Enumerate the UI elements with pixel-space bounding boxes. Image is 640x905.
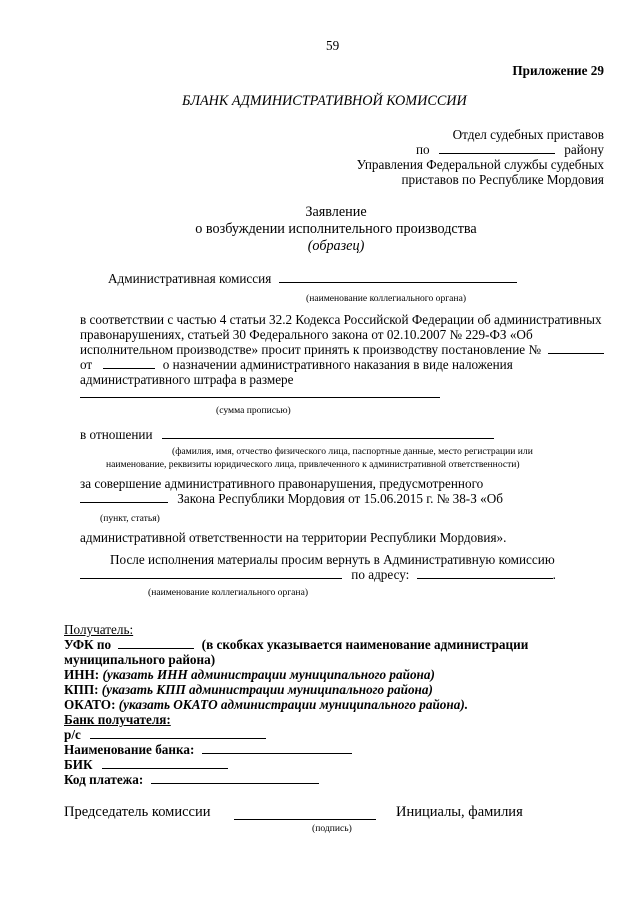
bank-name-blank[interactable]: [202, 742, 352, 754]
doc-subtitle: о возбуждении исполнительного производства: [195, 221, 477, 237]
body-line-2: правонарушениях, статьей 30 Федерального закона от 02.10.2007 № 229-ФЗ «Об: [80, 327, 533, 342]
inn-label: ИНН:: [64, 667, 100, 682]
person-caption-1: (фамилия, имя, отчество физического лица, паспортные данные, место регистрации или: [172, 446, 533, 457]
bank-name-label: Наименование банка:: [64, 742, 195, 757]
appendix-label: Приложение 29: [512, 63, 604, 78]
person-caption-2: наименование, реквизиты юридического лица, привлеченного к административной ответственности): [106, 459, 520, 470]
doc-title: Заявление: [305, 204, 367, 220]
inn-note: (указать ИНН администрации муниципального района): [102, 667, 435, 682]
commission-label: Административная комиссия: [108, 271, 272, 286]
body-line-4: [80, 357, 513, 372]
commission-line: [108, 271, 517, 286]
form-title: БЛАНК АДМИНИСТРАТИВНОЙ КОМИССИИ: [182, 93, 467, 109]
signature-caption: (подпись): [312, 823, 352, 834]
return-line: После исполнения материалы просим вернуть в Административную комиссию: [110, 552, 555, 567]
addressee-line-3: Управления Федеральной службы судебных: [356, 157, 604, 172]
initials-label: Инициалы, фамилия: [396, 804, 523, 820]
offense-line-1: за совершение административного правонарушения, предусмотренного: [80, 476, 484, 491]
ufk-note-line-2: муниципального района): [64, 652, 216, 667]
ufk-line: [64, 637, 528, 652]
bank-name-line: [64, 742, 352, 757]
okato-line: [64, 697, 468, 712]
bik-label: БИК: [64, 757, 93, 772]
account-line: [64, 727, 266, 742]
inn-line: [64, 667, 435, 682]
address-label: по адресу:: [351, 567, 410, 582]
account-label: р/с: [64, 727, 81, 742]
payment-code-label: Код платежа:: [64, 772, 144, 787]
body-line-3-text: исполнительном производстве» просит принять к производству постановление №: [80, 342, 542, 357]
amount-caption: (сумма прописью): [216, 405, 291, 416]
resolution-date-blank[interactable]: [103, 357, 155, 369]
body-line-3: [80, 342, 604, 357]
regarding-line: [80, 427, 494, 442]
page-number: 59: [326, 38, 340, 53]
article-blank[interactable]: [80, 491, 168, 503]
address-end: .: [552, 567, 556, 582]
chair-label: Председатель комиссии: [64, 804, 211, 820]
district-blank[interactable]: [439, 142, 555, 154]
okato-label: ОКАТО:: [64, 697, 116, 712]
addressee-line-4: приставов по Республике Мордовия: [401, 172, 604, 187]
payment-code-line: [64, 772, 319, 787]
kpp-note: (указать КПП администрации муниципального района): [101, 682, 433, 697]
signature-blank[interactable]: [234, 804, 376, 820]
person-blank[interactable]: [162, 427, 494, 439]
organ-caption: (наименование коллегиального органа): [148, 587, 309, 598]
account-blank[interactable]: [90, 727, 266, 739]
body-line-5: административного штрафа в размере: [80, 372, 294, 387]
kpp-label: КПП:: [64, 682, 99, 697]
offense-line-3: административной ответственности на территории Республики Мордовия».: [80, 530, 507, 545]
body-from-label: от: [80, 357, 93, 372]
addressee-line-1: Отдел судебных приставов: [452, 127, 604, 142]
offense-line-2-text: Закона Республики Мордовия от 15.06.2015 г. № 38-З «Об: [177, 491, 503, 506]
commission-name-blank[interactable]: [279, 271, 517, 283]
ufk-note: (в скобках указывается наименование администрации: [201, 637, 529, 652]
body-line-4-text: о назначении административного наказания в виде наложения: [162, 357, 513, 372]
article-caption: (пункт, статья): [100, 513, 160, 524]
addressee-line-2: [416, 142, 604, 157]
bank-heading: Банк получателя:: [64, 712, 171, 727]
regarding-label: в отношении: [80, 427, 153, 442]
bik-line: [64, 757, 228, 772]
organ-name-blank[interactable]: [80, 567, 342, 579]
recipient-heading: Получатель:: [64, 622, 134, 637]
bik-blank[interactable]: [102, 757, 228, 769]
amount-blank[interactable]: [80, 385, 440, 398]
offense-line-2: [80, 491, 503, 506]
resolution-number-blank[interactable]: [548, 342, 604, 354]
payment-code-blank[interactable]: [151, 772, 319, 784]
ufk-blank[interactable]: [118, 637, 194, 649]
addressee-prefix: по: [416, 142, 430, 157]
doc-sample-label: (образец): [307, 238, 365, 254]
body-line-1: в соответствии с частью 4 статьи 32.2 Кодекса Российской Федерации об административных: [80, 312, 602, 327]
kpp-line: [64, 682, 433, 697]
okato-note: (указать ОКАТО администрации муниципального района).: [118, 697, 469, 712]
addressee-suffix: району: [564, 142, 604, 157]
ufk-label: УФК по: [64, 637, 112, 652]
commission-caption: (наименование коллегиального органа): [306, 293, 467, 304]
address-blank[interactable]: [417, 567, 553, 579]
address-line: [80, 567, 556, 582]
